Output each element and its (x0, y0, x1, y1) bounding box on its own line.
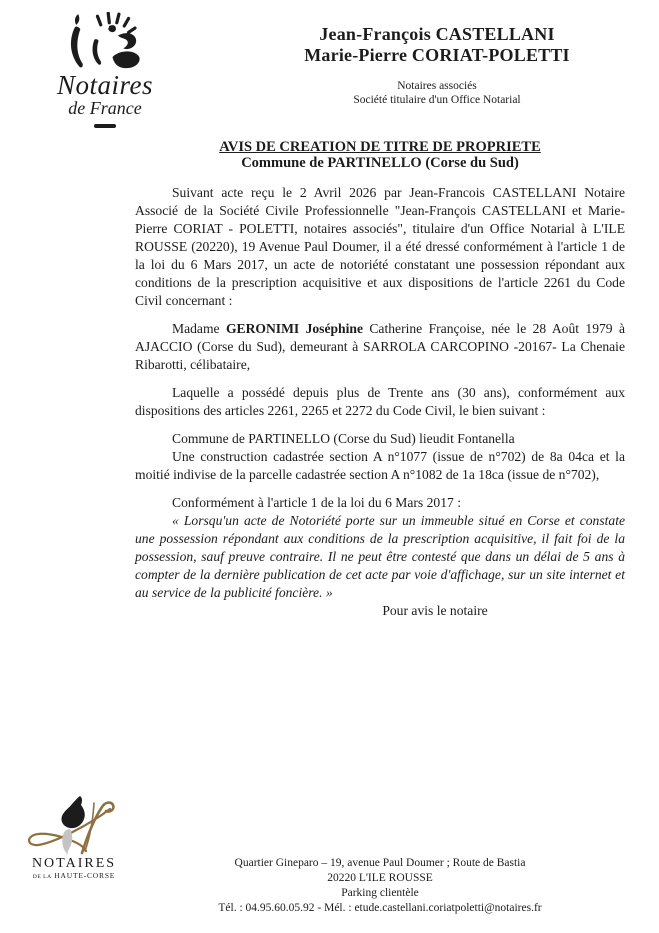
paragraph-law: Conformément à l'article 1 de la loi du 6 Mars 2017 : (172, 495, 461, 510)
corse-logo-subtitle-main: HAUTE-CORSE (54, 871, 116, 880)
office-company: Société titulaire d'un Office Notarial (353, 94, 521, 106)
notice-subtitle: Commune de PARTINELLO (Corse du Sud) (241, 155, 519, 171)
notary-name-1: Jean-François CASTELLANI (319, 24, 555, 44)
office-header (215, 24, 659, 107)
notary-name-2: Marie-Pierre CORIAT-POLETTI (304, 45, 570, 65)
footer-address-line1: Quartier Gineparo – 19, avenue Paul Doumer ; Route de Bastia (234, 857, 526, 869)
person-prefix: Madame (172, 321, 226, 336)
footer-address-line2: 20220 L'ILE ROUSSE (327, 872, 433, 884)
footer-contact-line: Tél. : 04.95.60.05.92 - Mél. : etude.castellani.coriatpoletti@notaires.fr (218, 902, 542, 914)
person-details: Catherine Françoise, née le 28 Août 1979 à AJACCIO (Corse du Sud), demeurant à SARROLA CARCOPINO -20167- La Chenaie Ribarotti, célibataire, (135, 321, 625, 372)
paragraph-person (135, 320, 625, 374)
footer-address-block (130, 856, 630, 916)
person-name: GERONIMI Joséphine (225, 321, 363, 336)
notaires-haute-corse-logo (20, 795, 128, 882)
corse-logo-subtitle-prefix: DE LA (32, 874, 52, 880)
signature-line: Pour avis le notaire (382, 603, 488, 618)
property-detail-line: Une construction cadastrée section A n°1077 (issue de n°702) de 8a 04ca et la moitié indivise de la parcelle cadastrée section A n°1082 de 1a 18ca (issue de n°702), (135, 449, 625, 482)
corsica-island-icon (20, 795, 128, 855)
legal-quote: « Lorsqu'un acte de Notoriété porte sur un immeuble situé en Corse et constate une possession répondant aux conditions de la prescription acquisitive, il fait foi de la possession, sauf preuve contraire. Il ne peut être contesté que dans un délai de 5 ans à compter de la dernière publication de cet acte par voie d'affichage, sur un site internet et au service de la publicité foncière. » (135, 513, 625, 600)
logo-subtitle: de France (68, 98, 142, 118)
notice-title-block (135, 139, 625, 171)
notaires-de-france-logo (28, 12, 182, 128)
footer-address-line3: Parking clientèle (341, 887, 419, 899)
paragraph-intro: Suivant acte reçu le 2 Avril 2026 par Jean-Francois CASTELLANI Notaire Associé de la Société Civile Professionnelle "Jean-François CASTELLANI et Marie-Pierre CORIAT - POLETTI, notaires associés", titulaire d'un Office Notarial à L'ILE ROUSSE (20220), 19 Avenue Paul Doumer, il a été dressé conformément à l'article 1 de la loi du 6 Mars 2017, un acte de notoriété constatant une possession répondant aux conditions de la prescription acquisitive et aux dispositions de l'article 2261 du Code Civil concernant : (135, 185, 625, 308)
corse-logo-subtitle (20, 871, 128, 882)
office-role: Notaires associés (397, 80, 477, 92)
marianne-figure-icon (28, 12, 182, 72)
logo-dash (94, 124, 116, 128)
logo-title: Notaires (56, 70, 153, 100)
corse-logo-title: NOTAIRES (31, 856, 117, 871)
paragraph-possession: Laquelle a possédé depuis plus de Trente ans (30 ans), conformément aux dispositions des articles 2261, 2265 et 2272 du Code Civil, le bien suivant : (135, 385, 625, 418)
notice-body (135, 184, 625, 630)
property-commune-line: Commune de PARTINELLO (Corse du Sud) lieudit Fontanella (172, 431, 515, 446)
notice-title: AVIS DE CREATION DE TITRE DE PROPRIETE (219, 139, 541, 155)
